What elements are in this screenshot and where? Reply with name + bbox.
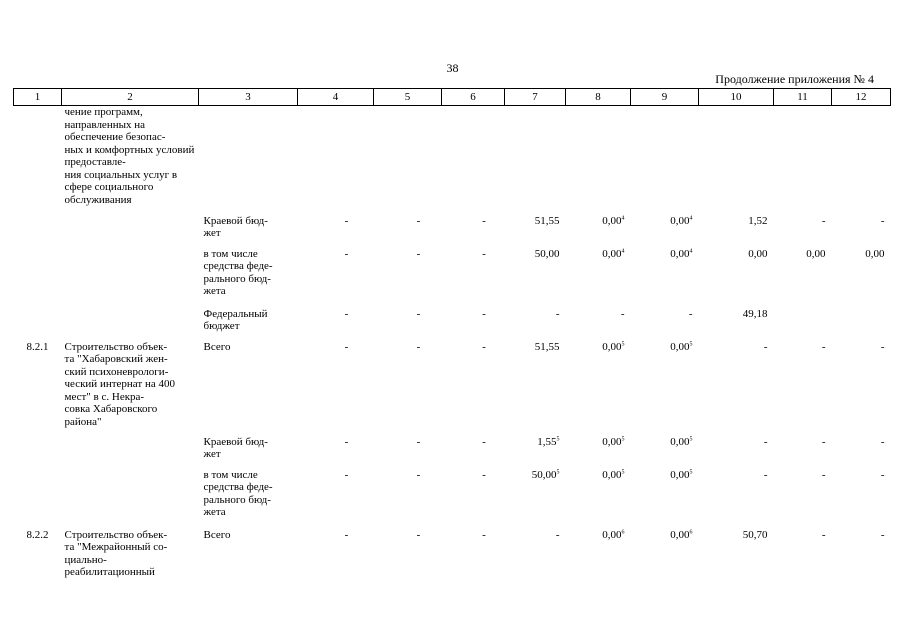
value: 0,00 bbox=[670, 247, 690, 260]
item-number-cell bbox=[14, 523, 62, 581]
footnote-marker: 5 bbox=[621, 435, 625, 442]
value-cell bbox=[505, 242, 566, 302]
funding-source: в том числе средства феде- рального бюд- жета bbox=[203, 468, 273, 518]
value: - bbox=[763, 468, 768, 481]
value: 50,70 bbox=[742, 528, 768, 541]
value-cell bbox=[774, 335, 832, 430]
column-header: 2 bbox=[62, 89, 199, 106]
value: - bbox=[821, 435, 826, 448]
value-cell bbox=[442, 335, 505, 430]
table-row bbox=[14, 335, 891, 430]
footnote-marker: 5 bbox=[556, 468, 560, 475]
item-number-cell bbox=[14, 209, 62, 242]
footnote-marker: 5 bbox=[556, 435, 560, 442]
value-cell bbox=[298, 335, 374, 430]
column-header: 5 bbox=[374, 89, 442, 106]
value-cell bbox=[374, 430, 442, 463]
table-row bbox=[14, 523, 891, 581]
value-cell bbox=[699, 335, 774, 430]
footnote-marker: 4 bbox=[689, 247, 693, 254]
value-cell bbox=[374, 106, 442, 209]
table-row bbox=[14, 302, 891, 335]
value: 0,00 bbox=[602, 340, 622, 353]
value: - bbox=[482, 247, 486, 260]
value: 51,55 bbox=[534, 340, 560, 353]
value: 0,00 bbox=[670, 435, 690, 448]
value-cell bbox=[774, 430, 832, 463]
value-cell bbox=[298, 430, 374, 463]
item-number: 8.2.1 bbox=[26, 340, 49, 353]
value-cell bbox=[774, 242, 832, 302]
value-cell bbox=[505, 302, 566, 335]
column-header: 10 bbox=[699, 89, 774, 106]
column-header: 3 bbox=[199, 89, 298, 106]
value: - bbox=[482, 307, 486, 320]
value-cell bbox=[566, 106, 631, 209]
value-cell bbox=[505, 106, 566, 209]
item-name: чение программ, направленных на обеспечение безопас- ных и комфортных условий предоставле- ния социальных услуг в сфере социального обслуживания bbox=[64, 106, 195, 206]
value-cell bbox=[442, 430, 505, 463]
funding-source: Всего bbox=[203, 340, 231, 353]
value-cell bbox=[832, 463, 891, 523]
table-row bbox=[14, 430, 891, 463]
value: - bbox=[482, 468, 486, 481]
item-name-cell bbox=[62, 463, 199, 523]
value: 50,00 bbox=[534, 247, 560, 260]
value: - bbox=[880, 468, 885, 481]
value: - bbox=[880, 435, 885, 448]
value: - bbox=[344, 435, 349, 448]
value: 50,00 bbox=[531, 468, 557, 481]
funding-source: Всего bbox=[203, 528, 231, 541]
funding-source: Краевой бюд- жет bbox=[203, 214, 268, 239]
value: 0,00 bbox=[748, 247, 768, 260]
value: 1,52 bbox=[748, 214, 768, 227]
item-name: Строительство объек- та "Межрайонный со- циально- реабилитационный bbox=[64, 528, 168, 578]
value: - bbox=[821, 468, 826, 481]
value: - bbox=[688, 307, 693, 320]
value-cell bbox=[631, 209, 699, 242]
value-cell bbox=[774, 106, 832, 209]
value-cell bbox=[631, 242, 699, 302]
value-cell bbox=[699, 242, 774, 302]
value-cell bbox=[631, 106, 699, 209]
item-name-cell bbox=[62, 430, 199, 463]
value: 0,00 bbox=[602, 435, 622, 448]
value-cell bbox=[832, 209, 891, 242]
value-cell bbox=[374, 523, 442, 581]
page-number: 38 bbox=[446, 61, 459, 75]
value: 0,00 bbox=[670, 340, 690, 353]
table-row bbox=[14, 463, 891, 523]
column-header: 4 bbox=[298, 89, 374, 106]
value: - bbox=[482, 528, 486, 541]
funding-source-cell bbox=[199, 430, 298, 463]
funding-source: Краевой бюд- жет bbox=[203, 435, 268, 460]
value-cell bbox=[374, 242, 442, 302]
value: - bbox=[416, 528, 421, 541]
value: - bbox=[821, 340, 826, 353]
value: - bbox=[416, 468, 421, 481]
footnote-marker: 5 bbox=[689, 468, 693, 475]
item-number-cell bbox=[14, 302, 62, 335]
item-name-cell bbox=[62, 335, 199, 430]
item-number-cell bbox=[14, 463, 62, 523]
value-cell bbox=[298, 209, 374, 242]
value-cell bbox=[298, 463, 374, 523]
value: - bbox=[416, 214, 421, 227]
column-header: 6 bbox=[442, 89, 505, 106]
value-cell bbox=[631, 302, 699, 335]
value-cell bbox=[699, 523, 774, 581]
item-number: 8.2.2 bbox=[26, 528, 49, 541]
value-cell bbox=[566, 430, 631, 463]
value-cell bbox=[774, 523, 832, 581]
value: - bbox=[344, 247, 349, 260]
value: - bbox=[344, 468, 349, 481]
value-cell bbox=[631, 463, 699, 523]
item-name-cell bbox=[62, 302, 199, 335]
value-cell bbox=[774, 209, 832, 242]
item-name-cell bbox=[62, 523, 199, 581]
footnote-marker: 6 bbox=[621, 528, 625, 535]
value: - bbox=[416, 307, 421, 320]
value: - bbox=[880, 528, 885, 541]
value-cell bbox=[774, 463, 832, 523]
value: - bbox=[482, 214, 486, 227]
table-row bbox=[14, 209, 891, 242]
value-cell bbox=[298, 302, 374, 335]
footnote-marker: 4 bbox=[621, 247, 625, 254]
value-cell bbox=[505, 430, 566, 463]
value-cell bbox=[832, 106, 891, 209]
value-cell bbox=[699, 302, 774, 335]
column-number-row bbox=[14, 89, 891, 106]
funding-source-cell bbox=[199, 302, 298, 335]
value: 49,18 bbox=[742, 307, 768, 320]
table-row bbox=[14, 106, 891, 209]
funding-source-cell bbox=[199, 106, 298, 209]
value-cell bbox=[374, 302, 442, 335]
value: - bbox=[821, 528, 826, 541]
item-name-cell bbox=[62, 106, 199, 209]
value: 0,00 bbox=[670, 528, 690, 541]
value: - bbox=[620, 307, 625, 320]
table-row bbox=[14, 242, 891, 302]
value-cell bbox=[832, 430, 891, 463]
value: - bbox=[344, 528, 349, 541]
column-header: 11 bbox=[774, 89, 832, 106]
value-cell bbox=[631, 523, 699, 581]
value-cell bbox=[442, 463, 505, 523]
value-cell bbox=[566, 242, 631, 302]
value: 0,00 bbox=[670, 214, 690, 227]
value-cell bbox=[298, 242, 374, 302]
value-cell bbox=[374, 335, 442, 430]
value: - bbox=[763, 340, 768, 353]
value: 0,00 bbox=[806, 247, 826, 260]
funding-source: в том числе средства феде- рального бюд- жета bbox=[203, 247, 273, 297]
item-number-cell bbox=[14, 242, 62, 302]
footnote-marker: 4 bbox=[689, 214, 693, 221]
value: 0,00 bbox=[865, 247, 885, 260]
value-cell bbox=[442, 106, 505, 209]
value-cell bbox=[774, 302, 832, 335]
value-cell bbox=[832, 242, 891, 302]
funding-source-cell bbox=[199, 209, 298, 242]
value: 1,55 bbox=[537, 435, 557, 448]
value-cell bbox=[374, 209, 442, 242]
value: 0,00 bbox=[602, 247, 622, 260]
value-cell bbox=[374, 463, 442, 523]
value-cell bbox=[442, 302, 505, 335]
column-header: 1 bbox=[14, 89, 62, 106]
footnote-marker: 4 bbox=[621, 214, 625, 221]
footnote-marker: 5 bbox=[621, 340, 625, 347]
value-cell bbox=[699, 209, 774, 242]
value-cell bbox=[298, 523, 374, 581]
value-cell bbox=[298, 106, 374, 209]
value: - bbox=[482, 435, 486, 448]
value-cell bbox=[566, 523, 631, 581]
value-cell bbox=[442, 209, 505, 242]
value: - bbox=[555, 528, 560, 541]
value-cell bbox=[631, 335, 699, 430]
budget-table bbox=[13, 88, 891, 581]
column-header: 8 bbox=[566, 89, 631, 106]
footnote-marker: 5 bbox=[621, 468, 625, 475]
value-cell bbox=[699, 463, 774, 523]
column-header: 7 bbox=[505, 89, 566, 106]
value-cell bbox=[566, 209, 631, 242]
value-cell bbox=[832, 523, 891, 581]
value: - bbox=[344, 307, 349, 320]
value: - bbox=[416, 435, 421, 448]
value-cell bbox=[566, 463, 631, 523]
value-cell bbox=[699, 106, 774, 209]
item-name: Строительство объек- та "Хабаровский жен- ский психоневрологи- ческий интернат на 400 мест" в с. Некра- совка Хабаровского района" bbox=[64, 340, 175, 428]
funding-source-cell bbox=[199, 523, 298, 581]
continuation-label: Продолжение приложения № 4 bbox=[715, 72, 874, 86]
value-cell bbox=[832, 335, 891, 430]
column-header: 9 bbox=[631, 89, 699, 106]
value-cell bbox=[505, 523, 566, 581]
funding-source-cell bbox=[199, 463, 298, 523]
value-cell bbox=[442, 523, 505, 581]
item-number-cell bbox=[14, 106, 62, 209]
value: 51,55 bbox=[534, 214, 560, 227]
footnote-marker: 5 bbox=[689, 435, 693, 442]
value: 0,00 bbox=[602, 468, 622, 481]
value: 0,00 bbox=[670, 468, 690, 481]
value-cell bbox=[832, 302, 891, 335]
value-cell bbox=[566, 302, 631, 335]
value: - bbox=[880, 214, 885, 227]
value: - bbox=[821, 214, 826, 227]
value: 0,00 bbox=[602, 528, 622, 541]
value: - bbox=[555, 307, 560, 320]
funding-source: Федеральный бюджет bbox=[203, 307, 268, 332]
value: - bbox=[416, 340, 421, 353]
value-cell bbox=[505, 209, 566, 242]
item-number-cell bbox=[14, 430, 62, 463]
footnote-marker: 5 bbox=[689, 340, 693, 347]
value: - bbox=[344, 340, 349, 353]
column-header: 12 bbox=[832, 89, 891, 106]
item-name-cell bbox=[62, 242, 199, 302]
value-cell bbox=[699, 430, 774, 463]
funding-source-cell bbox=[199, 335, 298, 430]
item-name-cell bbox=[62, 209, 199, 242]
value: - bbox=[344, 214, 349, 227]
value: - bbox=[763, 435, 768, 448]
footnote-marker: 6 bbox=[689, 528, 693, 535]
item-number-cell bbox=[14, 335, 62, 430]
value: - bbox=[416, 247, 421, 260]
value-cell bbox=[505, 463, 566, 523]
value-cell bbox=[442, 242, 505, 302]
value-cell bbox=[505, 335, 566, 430]
value-cell bbox=[566, 335, 631, 430]
value: - bbox=[482, 340, 486, 353]
value: - bbox=[880, 340, 885, 353]
value: 0,00 bbox=[602, 214, 622, 227]
funding-source-cell bbox=[199, 242, 298, 302]
value-cell bbox=[631, 430, 699, 463]
